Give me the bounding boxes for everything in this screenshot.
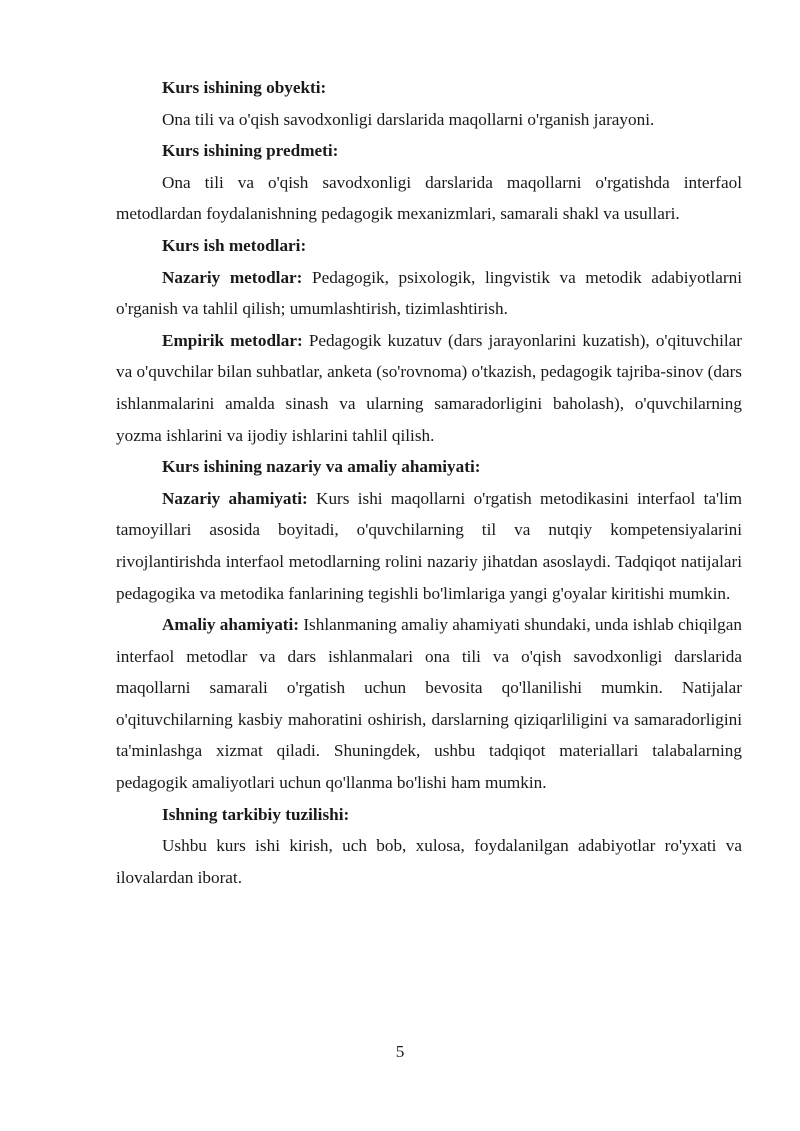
amaliy-ahamiyat-text: Ishlanmaning amaliy ahamiyati shundaki, unda ishlab chiqilgan interfaol metodlar va dars ishlanmalari ona tili va o'qish savodxonligi darslarida maqollarni samarali o'rgatish uchun bevosita qo'llanilishi mumkin. Natijalar o'qituvchilarning kasbiy mahoratini oshirish, darslarning qiziqarliligini va samaradorligini ta'minlashga xizmat qiladi. Shuningdek, ushbu tadqiqot materiallari talabalarning pedagogik amaliyotlari uchun qo'llanma bo'lishi ham mumkin. <box>116 615 742 793</box>
amaliy-ahamiyat-paragraph <box>116 609 742 799</box>
amaliy-ahamiyat-label: Amaliy ahamiyati: <box>162 615 300 635</box>
nazariy-metodlar-label: Nazariy metodlar: <box>162 267 303 287</box>
obyekt-heading: Kurs ishining obyekti: <box>162 78 327 97</box>
empirik-metodlar-label: Empirik metodlar: <box>162 330 303 350</box>
ahamiyat-heading: Kurs ishining nazariy va amaliy ahamiyati: <box>162 457 481 477</box>
nazariy-ahamiyat-label: Nazariy ahamiyati: <box>162 488 308 508</box>
metodlar-heading: Kurs ish metodlari: <box>162 235 307 255</box>
page-number: 5 <box>395 1042 405 1061</box>
tuzilish-paragraph: Ushbu kurs ishi kirish, uch bob, xulosa, foydalanilgan adabiyotlar ro'yxati va ilovalardan iborat. <box>116 836 742 887</box>
document-body <box>116 72 742 893</box>
nazariy-metodlar-paragraph <box>116 262 742 325</box>
nazariy-ahamiyat-text: Kurs ishi maqollarni o'rgatish metodikasini interfaol ta'lim tamoyillari asosida boyitadi, o'quvchilarning til va nutqiy kompetensiyalarini rivojlantirishda interfaol metodlarning rolini nazariy jihatdan asoslaydi. Tadqiqot natijalari pedagogika va metodika fanlarining tegishli bo'limlariga yangi g'oyalar kiritishi mumkin. <box>116 488 743 603</box>
tuzilish-heading: Ishning tarkibiy tuzilishi: <box>162 804 350 824</box>
predmet-heading: Kurs ishining predmeti: <box>162 141 339 161</box>
empirik-metodlar-paragraph <box>116 325 742 451</box>
empirik-metodlar-text: Pedagogik kuzatuv (dars jarayonlarini kuzatish), o'qituvchilar va o'quvchilar bilan suhbatlar, anketa (so'rovnoma) o'tkazish, pedagogik tajriba-sinov (dars ishlanmalarini amalda sinash va ularning samaradorligini baholash), o'quvchilarning yozma ishlarini va ijodiy ishlarini tahlil qilish. <box>116 330 742 445</box>
predmet-paragraph: Ona tili va o'qish savodxonligi darslarida maqollarni o'rgatishda interfaol metodlardan foydalanishning pedagogik mexanizmlari, samarali shakl va usullari. <box>116 172 742 224</box>
nazariy-ahamiyat-paragraph <box>116 483 742 609</box>
obyekt-paragraph: Ona tili va o'qish savodxonligi darslarida maqollarni o'rganish jarayoni. <box>162 109 655 129</box>
nazariy-metodlar-text: Pedagogik, psixologik, lingvistik va metodik adabiyotlarni o'rganish va tahlil qilish; umumlashtirish, tizimlashtirish. <box>116 267 742 319</box>
